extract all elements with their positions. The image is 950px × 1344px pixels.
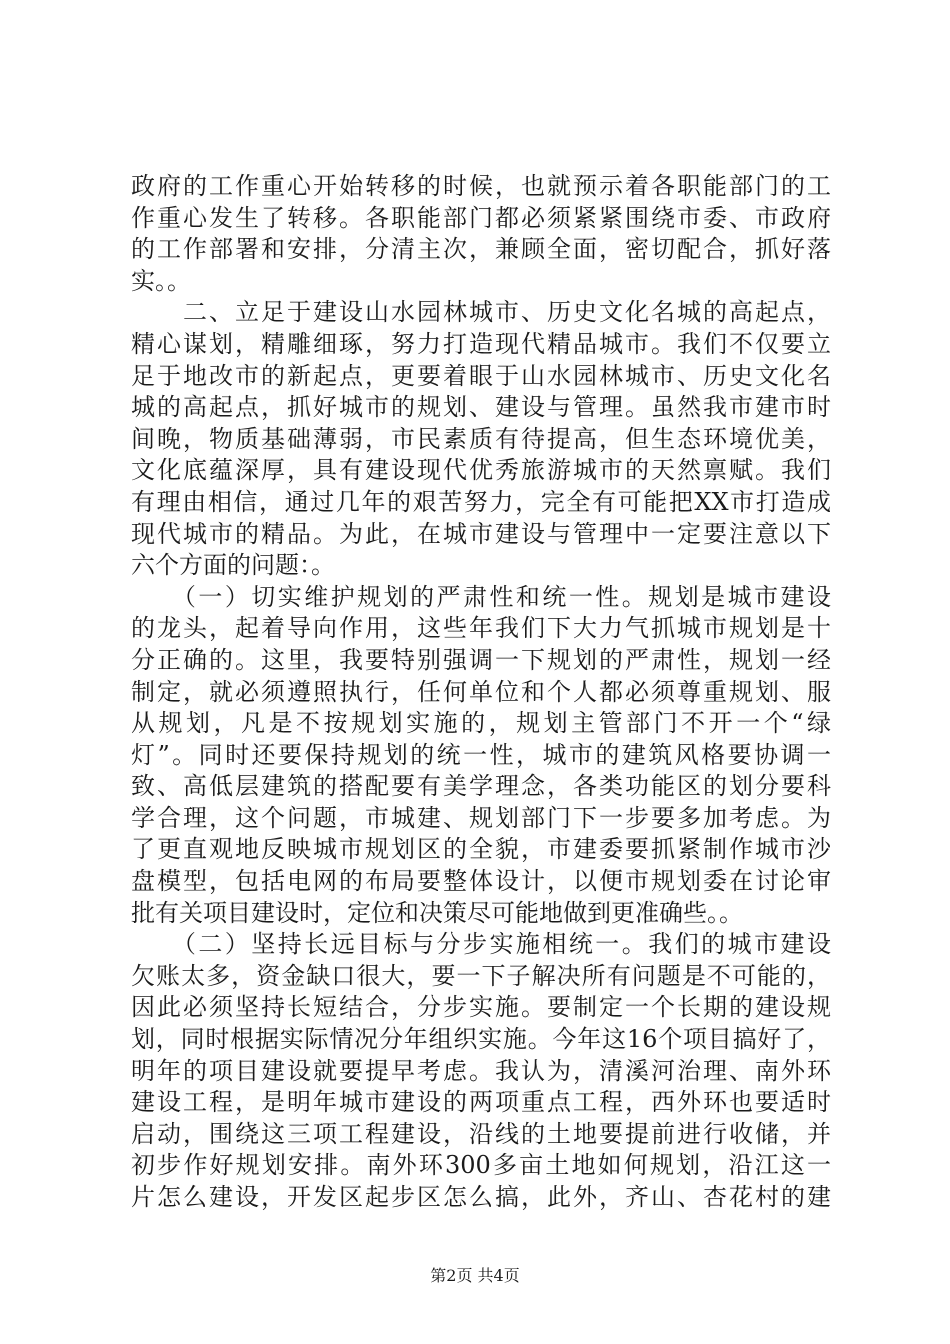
page-footer [0,1266,950,1286]
text-line: 片怎么建设，开发区起步区怎么搞，此外，齐山、杏花村的建 [131,1183,831,1211]
text-line: 了更直观地反映城市规划区的全貌，市建委要抓紧制作城市沙 [131,835,831,864]
text-line: 从规划，凡是不按规划实施的，规划主管部门不开一个“绿 [131,709,831,738]
text-line: 分正确的。这里，我要特别强调一下规划的严肃性，规划一经 [131,645,831,674]
text-line: 盘模型，包括电网的布局要整体设计，以便市规划委在讨论审 [131,867,831,896]
text-line: （二）坚持长远目标与分步实施相统一。我们的城市建设 [131,930,831,959]
text-line: 现代城市的精品。为此，在城市建设与管理中一定要注意以下 [131,519,831,548]
text-line: 建设工程，是明年城市建设的两项重点工程，西外环也要适时 [131,1088,831,1117]
text-line: 因此必须坚持长短结合，分步实施。要制定一个长期的建设规 [131,993,831,1022]
body-text [131,171,831,1214]
text-line: 启动，围绕这三项工程建设，沿线的土地要提前进行收储，并 [131,1119,831,1148]
text-line: 有理由相信，通过几年的艰苦努力，完全有可能把XX市打造成 [131,487,831,516]
text-line: 足于地改市的新起点，更要着眼于山水园林城市、历史文化名 [131,361,831,390]
page-number: 第2页 共4页 [430,1266,520,1285]
text-line: 欠账太多，资金缺口很大，要一下子解决所有问题是不可能的， [131,961,831,990]
text-line: 批有关项目建设时，定位和决策尽可能地做到更准确些。。 [131,898,743,927]
text-line: 六个方面的问题：。 [131,551,335,580]
text-line: 政府的工作重心开始转移的时候，也就预示着各职能部门的工 [131,172,831,200]
text-line: 明年的项目建设就要提早考虑。我认为，清溪河治理、南外环 [131,1056,831,1085]
text-line: 的龙头，起着导向作用，这些年我们下大力气抓城市规划是十 [131,614,831,643]
text-line: 城的高起点，抓好城市的规划、建设与管理。虽然我市建市时 [131,393,831,422]
text-line: 划，同时根据实际情况分年组织实施。今年这16个项目搞好了， [131,1025,831,1054]
text-line: 实。。 [131,266,191,295]
text-line: 文化底蕴深厚，具有建设现代优秀旅游城市的天然禀赋。我们 [131,456,831,485]
text-line: 二、立足于建设山水园林城市、历史文化名城的高起点， [131,298,831,327]
text-line: 精心谋划，精雕细琢，努力打造现代精品城市。我们不仅要立 [131,329,831,358]
text-line: 的工作部署和安排，分清主次，兼顾全面，密切配合，抓好落 [131,235,831,264]
text-line: 作重心发生了转移。各职能部门都必须紧紧围绕市委、市政府 [131,203,831,232]
text-line: 灯”。同时还要保持规划的统一性，城市的建筑风格要协调一 [131,740,831,769]
text-line: 初步作好规划安排。南外环300多亩土地如何规划，沿江这一 [131,1151,831,1180]
text-line: （一）切实维护规划的严肃性和统一性。规划是城市建设 [131,582,831,611]
text-line: 制定，就必须遵照执行，任何单位和个人都必须尊重规划、服 [131,677,831,706]
text-line: 致、高低层建筑的搭配要有美学理念，各类功能区的划分要科 [131,772,831,801]
text-line: 学合理，这个问题，市城建、规划部门下一步要多加考虑。为 [131,803,831,832]
text-line: 间晚，物质基础薄弱，市民素质有待提高，但生态环境优美， [131,424,831,453]
